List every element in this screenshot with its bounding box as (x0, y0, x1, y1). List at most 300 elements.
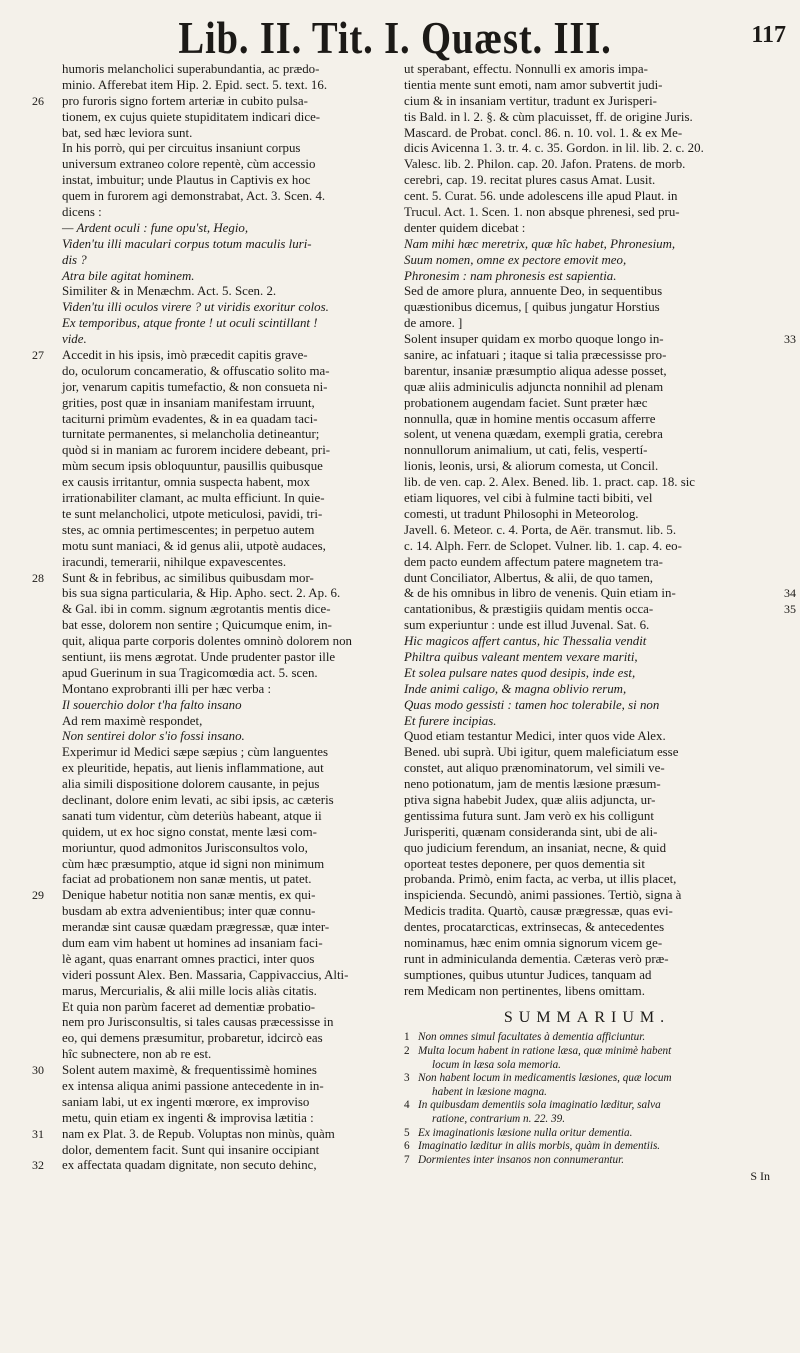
line-text: busdam ab extra advenientibus; inter quæ connu- (62, 904, 316, 919)
line-text: ut sperabant, effectu. Nonnulli ex amoris impa- (404, 62, 648, 76)
summary-item (404, 1031, 770, 1045)
line-text: dem pacto eundem affectum patere magnetem tra- (404, 554, 663, 569)
line-text: rem Medicam non pertinentes, libens omittam. (404, 983, 645, 998)
text-line (62, 984, 392, 1000)
line-text: Ad rem maximè respondet, (62, 713, 203, 728)
summary-number: 4 (404, 1099, 410, 1112)
line-text: Similiter & in Menæchm. Act. 5. Scen. 2. (62, 284, 277, 299)
text-line (62, 507, 392, 523)
line-text: Sunt & in febribus, ac similibus quibusdam mor- (62, 570, 314, 585)
line-text: sumptiones, quibus utuntur Judices, tanquam ad (404, 967, 652, 982)
text-line (62, 634, 392, 650)
text-line (404, 634, 770, 650)
line-text: Atra bile agitat hominem. (62, 268, 195, 283)
line-text: quit, aliqua parte corporis dolentes omninò dolorem non (62, 634, 352, 649)
text-line (62, 793, 392, 809)
text-line (62, 221, 392, 237)
line-text: dis ? (62, 252, 87, 267)
text-line (404, 412, 770, 428)
line-text: lib. de ven. cap. 2. Alex. Bened. lib. 1. pract. cap. 18. sic (404, 475, 696, 490)
text-line (32, 1158, 392, 1174)
text-line (32, 570, 392, 587)
line-text: Et solea pulsare nates quod desipis, inde est, (404, 665, 636, 680)
text-line (62, 841, 392, 857)
line-text: ex intensa aliqua animi passione antecedente in in- (62, 1079, 324, 1093)
line-text: sentiunt, iis mens ægrotat. Unde prudenter pastor ille (62, 649, 336, 664)
line-text: lionis, leonis, ursi, & aliorum comesta, ut Concil. (404, 459, 659, 474)
text-line (62, 523, 392, 539)
text-line (404, 809, 770, 825)
text-line (404, 475, 770, 491)
line-text: mùm secum ipsis obloquuntur, pausillis quibusque (62, 459, 323, 474)
text-line (404, 904, 770, 920)
line-text: motu sunt maniaci, & id genus alii, utpotè audaces, (62, 538, 326, 553)
text-line (62, 110, 392, 126)
line-text: cùm hæc præsumptio, atque id signi non minimum (62, 856, 325, 871)
line-text: vide. (62, 332, 87, 347)
text-line (404, 555, 770, 571)
line-text: Hic magicos affert cantus, hic Thessalia vendit (404, 634, 647, 649)
page-number: 117 (751, 22, 786, 48)
line-text: Trucul. Act. 1. Scen. 1. non absque phrenesi, sed pru- (404, 205, 680, 220)
line-text: Javell. 6. Meteor. c. 4. Porta, de Aër. transmut. lib. 5. (404, 522, 677, 537)
text-line (32, 348, 392, 364)
text-line (404, 78, 770, 94)
summary-item (404, 1072, 770, 1086)
text-line (404, 857, 770, 873)
text-line (404, 650, 770, 666)
line-text: quòd si in maniam ac furorem incidere debeant, pri- (62, 443, 331, 458)
line-text: quidem, ut ex hoc signo constat, mente læsi com- (62, 824, 317, 839)
text-line (404, 602, 796, 618)
text-line (62, 872, 392, 888)
summary-item (404, 1059, 770, 1073)
text-line (404, 141, 770, 157)
text-line (62, 539, 392, 555)
text-line (404, 284, 770, 300)
line-text: hîc subnectere, non ab re est. (62, 1047, 212, 1062)
text-line (62, 141, 392, 157)
text-line (404, 841, 770, 857)
text-line (404, 189, 770, 205)
line-text: Sed de amore plura, annuente Deo, in sequentibus (404, 284, 663, 299)
line-text: Suum nomen, omne ex pectore emovit meo, (404, 252, 627, 267)
text-line (404, 666, 770, 682)
line-text: cent. 5. Curat. 56. unde adolescens ille apud Plaut. in (404, 189, 678, 204)
line-text: sum experiuntur : unde est illud Juvenal. Sat. 6. (404, 618, 650, 633)
text-line (404, 253, 770, 269)
line-text: moriuntur, quod admonitos Jurisconsultos volo, (62, 840, 308, 855)
line-text: gentissima futura sunt. Jam verò ex his colligunt (404, 808, 654, 823)
line-text: Solent autem maximè, & frequentissimè homines (62, 1063, 317, 1078)
text-line (62, 332, 392, 348)
line-text: sanati tum videntur, cùm deteriùs habeant, atque ii (62, 808, 322, 823)
text-line (62, 1000, 392, 1016)
line-text: jor, venarum capitis tumefactio, & non consueta ni- (62, 379, 328, 394)
line-text: saniam labi, ut ex ingenti mœrore, ex improviso (62, 1094, 310, 1109)
summary-item (404, 1086, 770, 1100)
line-text: runt in adminiculanda dementia. Cæteras verò præ- (404, 951, 669, 966)
line-text: dunt Conciliator, Albertus, & alii, de quo tamen, (404, 570, 654, 585)
summary-text: In quibusdam dementiis sola imaginatio læditur, salva (418, 1099, 661, 1112)
margin-number: 27 (32, 348, 44, 363)
line-text: Inde animi caligo, & magna oblivio rerum, (404, 681, 627, 696)
text-line (62, 1079, 392, 1095)
summary-item (404, 1154, 770, 1168)
summary-item (404, 1140, 770, 1154)
margin-number: 31 (32, 1126, 44, 1141)
line-text: eo, qui demens præsumitur, probaretur, idcircò eas (62, 1031, 323, 1046)
text-line (404, 729, 770, 745)
line-text: minio. Afferebat item Hip. 2. Epid. sect. 5. text. 16. (62, 77, 328, 92)
line-text: quem in furorem agi demonstrabat, Act. 3. Scen. 4. (62, 189, 326, 204)
running-header (20, 8, 790, 70)
text-line (32, 1063, 392, 1079)
line-text: Mascard. de Probat. concl. 86. n. 10. vol. 1. & ex Me- (404, 125, 683, 140)
summary-text: Non omnes simul facultates à dementia afficiuntur. (418, 1031, 646, 1044)
text-line (62, 443, 392, 459)
margin-number: 32 (32, 1158, 44, 1173)
text-line (62, 666, 392, 682)
line-text: bis sua signa particularia, & Hip. Apho. sect. 2. Ap. 6. (62, 586, 341, 601)
text-line (404, 173, 770, 189)
line-text: Nam mihi hæc meretrix, quæ hîc habet, Phronesium, (404, 236, 676, 251)
text-line (404, 682, 770, 698)
summary-text: Ex imaginationis læsione nulla oritur dementia. (418, 1126, 633, 1139)
text-line (404, 586, 796, 602)
text-line (404, 62, 770, 78)
line-text: Non sentirei dolor s'io fossi insano. (62, 729, 245, 744)
line-text: do, oculorum concameratio, & offuscatio solito ma- (62, 363, 330, 378)
line-text: nem pro Jurisconsultis, si tales causas præcessisse in (62, 1015, 334, 1030)
line-text: Ex temporibus, atque fronte ! ut oculi scintillant ! (62, 316, 318, 331)
line-text: nonnullorum animalium, ut cati, felis, vespertí- (404, 443, 648, 458)
line-text: denter quidem dicebat : (404, 220, 526, 235)
line-text: Denique habetur notitia non sanæ mentis, ex qui- (62, 888, 316, 903)
summary-number: 2 (404, 1045, 410, 1058)
text-line (404, 157, 770, 173)
text-line (62, 857, 392, 873)
line-text: stes, ac omnia pertimescentes; in perpetuo autem (62, 522, 315, 537)
line-text: grities, post quæ in insaniam manifestam irruunt, (62, 395, 315, 410)
text-line (62, 316, 392, 332)
text-line (62, 1015, 392, 1031)
line-text: alia simili dispositione dolorem causante, in pejus (62, 777, 320, 792)
text-line (404, 777, 770, 793)
line-text: bat esse, dolorem non sentire ; Quicumque enim, in- (62, 618, 332, 633)
line-text: Jurisperiti, quænam consideranda sint, ubi de ali- (404, 824, 658, 839)
line-text: lè agant, quas enarrant omnes practici, inter quos (62, 951, 315, 966)
text-line (404, 380, 770, 396)
text-line (62, 1047, 392, 1063)
line-text: videri possunt Alex. Ben. Massaria, Cappivaccius, Alti- (62, 967, 349, 982)
line-text: oporteat testes deponere, per quos dementia sit (404, 856, 645, 871)
summary-number: 7 (404, 1153, 410, 1166)
text-line (404, 761, 770, 777)
text-line (62, 1143, 392, 1159)
text-line (404, 205, 770, 221)
line-text: dicis Avicenna 1. 3. tr. 4. c. 35. Gordon. in lil. lib. 2. c. 20. (404, 141, 704, 156)
text-line (404, 968, 770, 984)
text-line (32, 1126, 392, 1143)
text-line (62, 253, 392, 269)
line-text: Accedit in his ipsis, imò præcedit capitis grave- (62, 348, 308, 363)
line-text: apud Guerinum in sua Tragicomœdia act. 5. scen. (62, 665, 318, 680)
text-line (62, 475, 392, 491)
text-line (62, 189, 392, 205)
text-line (404, 936, 770, 952)
summary-text: Imaginatio læditur in aliis morbis, quàm in dementiis. (418, 1140, 661, 1153)
summary-number: 1 (404, 1031, 410, 1044)
text-line (32, 93, 392, 110)
text-line (62, 459, 392, 475)
text-line (404, 872, 770, 888)
line-text: quæstionibus dicemus, [ quibus jungatur Horstius (404, 300, 660, 315)
line-text: sanire, ac infatuari ; itaque si talia præcessisse pro- (404, 348, 667, 363)
line-text: inspicienda. Secundò, animi passiones. Tertiò, signa à (404, 888, 682, 903)
summary-text: habent in læsione magna. (432, 1085, 547, 1098)
text-line (404, 793, 770, 809)
text-line (404, 459, 770, 475)
text-line (62, 920, 392, 936)
line-text: Viden'tu illi oculos virere ? ut viridis exoritur colos. (62, 300, 329, 315)
text-line (62, 157, 392, 173)
line-text: nominamus, hæc enim omnia signorum vicem ge- (404, 935, 663, 950)
text-line (62, 761, 392, 777)
text-line (404, 984, 770, 1000)
text-line (62, 364, 392, 380)
summary-text: Multa locum habent in ratione læsa, quæ minimè habent (418, 1045, 672, 1058)
text-line (62, 650, 392, 666)
line-text: pro furoris signo fortem arteriæ in cubito pulsa- (62, 93, 308, 108)
text-line (62, 618, 392, 634)
line-text: taciturni primùm evadentes, & in ea quadam taci- (62, 411, 318, 426)
margin-number: 29 (32, 888, 44, 903)
summary-text: ratione, contrarium n. 22. 39. (432, 1113, 566, 1126)
line-text: bat, sed hæc leviora sunt. (62, 125, 193, 140)
line-text: merandæ sint causæ quædam prægressæ, quæ inter- (62, 920, 330, 935)
line-text: barentur, insaniæ præsumptio aliqua adesse posset, (404, 363, 667, 378)
text-line (404, 491, 770, 507)
text-line (62, 78, 392, 94)
text-line (404, 571, 770, 587)
line-text: turnitate permanentes, si melancholia detineantur; (62, 427, 320, 442)
summary-text: Non habent locum in medicamentis læsiones, quæ locum (418, 1072, 672, 1085)
text-line (62, 412, 392, 428)
line-text: ptiva signa habebit Judex, quæ aliis adjuncta, ur- (404, 792, 656, 807)
line-text: ex causis irritantur, omnia suspecta habent, mox (62, 475, 310, 490)
text-line (62, 1095, 392, 1111)
text-line (404, 364, 770, 380)
line-text: Bened. ubi suprà. Ubi igitur, quem maleficiatum esse (404, 745, 679, 760)
text-line (404, 110, 770, 126)
text-line (404, 221, 770, 237)
margin-number: 33 (784, 332, 796, 347)
summary-item (404, 1127, 770, 1141)
text-line (404, 888, 770, 904)
line-text: tionem, ex cujus quiete stupiditatem indicari dice- (62, 109, 321, 124)
text-line (62, 825, 392, 841)
line-text: humoris melancholici superabundantia, ac prædo- (62, 62, 320, 76)
text-line (404, 698, 770, 714)
summary-number: 3 (404, 1072, 410, 1085)
line-text: declinant, dolore enim levati, ac sibi ipsis, ac cæteris (62, 792, 334, 807)
summary-text: locum in læsa sola memoria. (432, 1058, 561, 1071)
line-text: Solent insuper quidam ex morbo quoque longo in- (404, 332, 664, 347)
text-line (404, 300, 770, 316)
text-line (62, 1031, 392, 1047)
line-text: comesti, ut tradunt Philosophi in Meteorolog. (404, 506, 639, 521)
line-text: etiam liquores, vel cibi à fulmine tacti bibiti, vel (404, 491, 653, 506)
line-text: Quas modo gessisti : tamen hoc tolerabile, si non (404, 697, 660, 712)
line-text: Experimur id Medici sæpe sæpius ; cùm languentes (62, 745, 329, 760)
text-line (62, 777, 392, 793)
line-text: dum eam vim habent ut homines ad insaniam faci- (62, 935, 323, 950)
text-line (404, 332, 796, 348)
text-line (62, 1111, 392, 1127)
line-text: — Ardent oculi : fune opu'st, Hegio, (62, 220, 249, 235)
text-line (404, 618, 770, 634)
text-line (404, 443, 770, 459)
line-text: te sunt melancholici, utpote meticulosi, pavidi, tri- (62, 506, 323, 521)
line-text: solent, ut venena quædam, exempli gratia, cerebra (404, 427, 663, 442)
text-line (404, 714, 770, 730)
line-text: dolor, dementem facit. Sunt qui insanire occipiant (62, 1142, 320, 1157)
line-text: irrationabiliter clamant, ac multa efficiunt. In quie- (62, 491, 325, 506)
line-text: c. 14. Alph. Ferr. de Sclopet. Vulner. lib. 1. cap. 4. eo- (404, 538, 682, 553)
text-line (62, 698, 392, 714)
text-line (404, 745, 770, 761)
summary-number: 6 (404, 1140, 410, 1153)
text-line (62, 62, 392, 78)
line-text: Philtra quibus valeant mentem vexare mariti, (404, 649, 638, 664)
line-text: Quod etiam testantur Medici, inter quos vide Alex. (404, 729, 666, 744)
text-line (62, 126, 392, 142)
line-text: quæ aliis adminiculis adjuncta nonnihil ad plenam (404, 379, 664, 394)
text-line (62, 396, 392, 412)
text-line (404, 920, 770, 936)
text-line (62, 602, 392, 618)
text-line (62, 284, 392, 300)
right-column (404, 62, 796, 1185)
line-text: probationem augendam faciet. Sunt præter hæc (404, 395, 648, 410)
line-text: Il souerchio dolor t'ha falto insano (62, 697, 242, 712)
line-text: iracundi, temerarii, nihilque expavescentes. (62, 554, 287, 569)
text-line (62, 269, 392, 285)
text-line (404, 539, 770, 555)
text-line (62, 682, 392, 698)
line-text: constet, aut aliquo prænominatorum, vel simili ve- (404, 761, 665, 776)
line-text: neno potionatum, jam de mentis læsione præsum- (404, 777, 661, 792)
line-text: tis Bald. in l. 2. §. & cùm placuisset, ff. de origine Juris. (404, 109, 693, 124)
text-line (62, 205, 392, 221)
line-text: Et furere incipias. (404, 713, 497, 728)
text-line (404, 316, 770, 332)
line-text: quo judicium ferendum, an insaniat, necne, & quid (404, 840, 667, 855)
right-column-text (404, 62, 796, 1000)
line-text: Viden'tu illi maculari corpus totum maculis luri- (62, 236, 312, 251)
line-text: instat, imbuitur; unde Plautus in Captivis ex hoc (62, 173, 311, 188)
summary-item (404, 1045, 770, 1059)
text-line (62, 952, 392, 968)
text-line (404, 237, 770, 253)
line-text: dentes, procatarcticas, extrinsecas, & antecedentes (404, 920, 665, 935)
line-text: marus, Mercurialis, & alii mille locis aliàs citatis. (62, 983, 317, 998)
summary-item (404, 1113, 770, 1127)
text-line (404, 94, 770, 110)
catchword: S In (750, 1169, 770, 1184)
line-text: cerebri, cap. 19. recitat plures casus Amat. Lusit. (404, 173, 656, 188)
summary-item (404, 1099, 770, 1113)
line-text: tientia mente sunt emoti, nam amor subvertit judi- (404, 77, 663, 92)
margin-number: 26 (32, 93, 44, 108)
line-text: & Gal. ibi in comm. signum ægrotantis mentis dice- (62, 602, 331, 617)
text-line (62, 173, 392, 189)
text-line (62, 936, 392, 952)
text-line (404, 269, 770, 285)
line-text: Valesc. lib. 2. Philon. cap. 20. Jafon. Pratens. de morb. (404, 157, 686, 172)
text-line (62, 745, 392, 761)
line-text: & de his omnibus in libro de venenis. Quin etiam in- (404, 586, 676, 601)
line-text: nam ex Plat. 3. de Repub. Voluptas non minùs, quàm (62, 1126, 335, 1141)
text-line (62, 714, 392, 730)
text-line (404, 427, 770, 443)
line-text: ex pleuritide, hepatis, aut lienis inflammatione, aut (62, 761, 324, 776)
text-line (32, 888, 392, 904)
text-line (62, 427, 392, 443)
text-line (404, 396, 770, 412)
text-line (62, 237, 392, 253)
line-text: universum extraneo colore repentè, cùm accessio (62, 157, 316, 172)
text-line (404, 126, 770, 142)
text-line (62, 904, 392, 920)
line-text: nonnulla, quæ in homine mentis occasum afferre (404, 411, 656, 426)
running-title: Lib. II. Tit. I. Quæst. III. (178, 12, 612, 63)
text-line (62, 968, 392, 984)
line-text: ex affectata quadam dignitate, non secuto dehinc, (62, 1158, 317, 1173)
text-line (62, 300, 392, 316)
margin-number: 35 (784, 602, 796, 617)
margin-number: 34 (784, 586, 796, 601)
text-line (404, 825, 770, 841)
line-text: cantationibus, & præstigiis quidam mentis occa- (404, 602, 654, 617)
line-text: Montano exprobranti illi per hæc verba : (62, 681, 272, 696)
line-text: dicens : (62, 205, 102, 220)
text-line (62, 586, 392, 602)
left-column (32, 62, 392, 1174)
text-line (404, 523, 770, 539)
line-text: Medicis tradita. Quartò, causæ prægressæ, quas evi- (404, 904, 673, 919)
text-line (62, 809, 392, 825)
text-line (62, 491, 392, 507)
summary-number: 5 (404, 1126, 410, 1139)
line-text: Et quia non parùm faceret ad dementiæ probatio- (62, 999, 316, 1014)
line-text: In his porrò, qui per circuitus insaniunt corpus (62, 141, 301, 156)
text-line (404, 952, 770, 968)
text-line (62, 380, 392, 396)
summary-list (404, 1031, 770, 1167)
text-line (404, 507, 770, 523)
line-text: faciat ad probationem non sanæ mentis, ut patet. (62, 872, 312, 887)
line-text: probanda. Primò, enim facta, ac verba, ut illis placet, (404, 872, 677, 887)
line-text: Phronesim : nam phronesis est sapientia. (404, 268, 617, 283)
line-text: de amore. ] (404, 316, 463, 331)
line-text: metu, quin etiam ex ingenti & improvisa lætitia : (62, 1110, 314, 1125)
margin-number: 30 (32, 1063, 44, 1078)
line-text: cium & in insaniam vertitur, tradunt ex Jurisperi- (404, 93, 657, 108)
summary-text: Dormientes inter insanos non connumerantur. (418, 1153, 625, 1166)
text-line (62, 729, 392, 745)
